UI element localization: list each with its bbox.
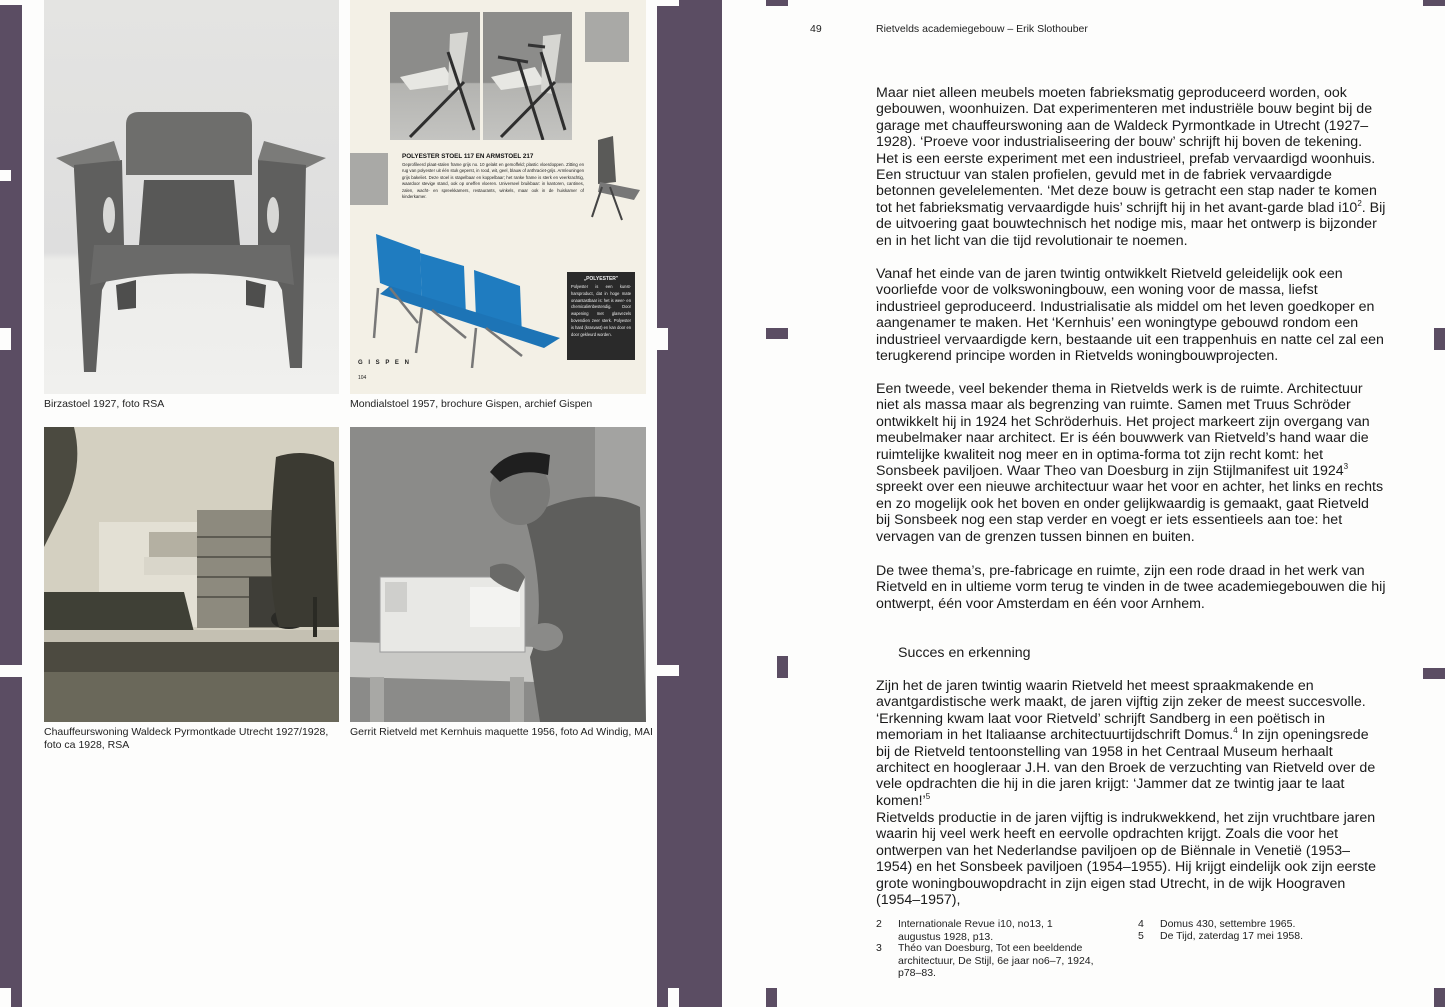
page-number: 49	[810, 23, 822, 35]
photo-rietveld-maquette	[350, 427, 646, 722]
margin-marker	[1423, 668, 1445, 679]
footnote-ref[interactable]: 2	[1357, 198, 1362, 208]
margin-marker	[1434, 328, 1445, 350]
running-title: Rietvelds academiegebouw – Erik Slothouber	[876, 23, 1088, 35]
margin-marker	[766, 988, 777, 1007]
brochure-photo-armchair	[483, 12, 572, 140]
stacked-chairs-illustration	[588, 132, 646, 222]
brochure-brand: G I S P E N	[358, 360, 411, 366]
house-illustration	[44, 427, 339, 722]
caption-chauffeurswoning: Chauffeurswoning Waldeck Pyrmontkade Utrecht 1927/1928, foto ca 1928, RSA	[44, 726, 329, 751]
paragraph-text: spreekt over een nieuwe architectuur waar het voor en achter, het links en rechts en zo mogelijk ook het boven en onder gelijkwaardig is gemaakt, gaat Rietveld bij Sonsbeek nog een stap verder en voegt er iets essentieels aan toe: het vervagen van de grenzen tussen binnen en buiten.	[876, 479, 1384, 545]
photo-birzastoel	[44, 0, 339, 394]
brochure-page-number: 104	[358, 375, 367, 381]
paragraph-text: . Bij de uitvoering gaat bouwtechnisch het nodige mis, maar het ontwerp is bijzonder en in het licht van die tijd revolutionair te noemen.	[876, 199, 1386, 249]
paragraph-text: Vanaf het einde van de jaren twintig ontwikkelt Rietveld geleidelijk ook een voorliefde voor de volkswoningbouw, een woning voor de massa, liefst industrieel geproduceerd. Industrialisatie als middel om het leven goedkoper en aangenamer te maken. Het ‘Kernhuis’ een woningtype gebouwd rondom een industrieel vervaardigde kern, bestaande uit een trappenhuis en natte cel zal een terugkerend principe worden in Rietvelds woningbouwprojecten.	[876, 266, 1384, 365]
caption-rietveld-maquette: Gerrit Rietveld met Kernhuis maquette 1956, foto Ad Windig, MAI	[350, 726, 653, 738]
body-paragraph	[876, 85, 1386, 249]
brochure-diagram-top	[585, 12, 629, 62]
left-margin-band	[0, 5, 22, 1007]
margin-notch	[0, 988, 11, 1007]
footnote	[876, 942, 1106, 982]
footnote-text: Théo van Doesburg, Tot een beeldende architectuur, De Stijl, 6e jaar no6–7, 1924, p78–83.	[898, 942, 1094, 979]
brochure-polyester-box	[567, 272, 635, 360]
footnote-ref[interactable]: 4	[1233, 726, 1238, 736]
paragraph-text: Maar niet alleen meubels moeten fabrieksmatig geproduceerd worden, ook gebouwen, woonhuizen. Dat experimenteren met industriële bouw begint bij de garage met chauffeurswoning aan de Waldeck Pyrmontkade in Utrecht (1927– 1928). ‘Proeve voor industrialiseering der bouw’ schrijft hij boven de tekening. Het is een eerste experiment met een industrieel, prefab vervaardigd woonhuis. Een structuur van stalen profielen, gevuld met in de fabriek vervaardigde betonnen gevelelementen. ‘Met deze bouw is getracht een stap nader te komen tot het fabrieksmatig vervaardigde huis’ schrijft hij in het avant-garde blad i10	[876, 85, 1377, 216]
gutter-notch	[657, 665, 679, 676]
body-paragraph	[876, 810, 1386, 908]
brochure-diagram-left	[350, 153, 388, 205]
margin-marker	[1423, 0, 1445, 6]
polyester-box-title: „POLYESTER”	[583, 276, 619, 282]
body-paragraph	[876, 563, 1386, 612]
footnote-text: Internationale Revue i10, no13, 1 augustus 1928, p13.	[898, 918, 1053, 943]
section-subheading: Succes en erkenning	[898, 645, 1031, 661]
blue-bench-illustration	[370, 228, 560, 368]
footnote-number: 2	[876, 918, 882, 930]
rietveld-illustration	[350, 427, 646, 722]
footnote-ref[interactable]: 5	[925, 791, 931, 801]
photo-chauffeurswoning	[44, 427, 339, 722]
paragraph-text: In zijn openingsrede bij de Rietveld tentoonstelling van 1958 in het Centraal Museum herhaalt architect en hoogleraar J.H. van den Broek de verzuchting van Rietveld over de vele opdrachten die hij in die jaren krijgt: ‘Jammer dat ze twintig jaar te laat komen!’	[876, 727, 1376, 809]
body-paragraph	[876, 381, 1386, 545]
gutter-notch	[668, 988, 679, 1007]
chair-illustration	[44, 0, 339, 394]
footnote-ref[interactable]: 3	[1343, 462, 1349, 472]
footnote-number: 3	[876, 942, 882, 954]
margin-notch	[0, 665, 22, 677]
footnote-text: De Tijd, zaterdag 17 mei 1958.	[1160, 930, 1304, 942]
margin-marker	[1434, 988, 1445, 1007]
gutter-band	[657, 0, 722, 1007]
polyester-box-body: Polyester is een kunst-harsproduct, dat in hoge mate onaantastbaar is: het is weer- en chemicaliënbestendig. Door wapening met glasvezels bovendien zeer sterk. Polyester is hard (krasvast) en kan door en door gekleurd worden.	[571, 284, 631, 337]
gutter-notch	[657, 0, 679, 6]
paragraph-text: Rietvelds productie in de jaren vijftig is indrukwekkend, het zijn vruchtbare jaren waarin hij veel werk heeft en eervolle opdrachten krijgt. Zoals die voor het ontwerpen van het Nederlandse paviljoen op de Biënnale in Venetië (1953–1954) en het Sonsbeek paviljoen (1954–1955). Hij krijgt eindelijk ook zijn eerste grote woningbouwopdracht in zijn eigen stad Utrecht, in de wijk Hoograven (1954–1957),	[876, 810, 1377, 909]
body-paragraph	[876, 678, 1386, 809]
margin-marker	[766, 0, 788, 6]
paragraph-text: Een tweede, veel bekender thema in Rietvelds werk is de ruimte. Architectuur niet als massa maar als begrenzing van ruimte. Samen met Truus Schröder ontwikkelt hij in 1924 het Schröderhuis. Het project markeert zijn overgang van meubelmaker naar architect. Er is één bouwwerk van Rietveld’s hand waar die ruimtelijke kwaliteit nog meer en in optima-forma tot zijn recht komt: het Sonsbeek paviljoen. Waar Theo van Doesburg in zijn Stijlmanifest uit 1924	[876, 381, 1370, 480]
paragraph-text: De twee thema’s, pre-fabricage en ruimte, zijn een rode draad in het werk van Rietveld en in ultieme vorm terug te vinden in de twee academiegebouwen die hij ontwerpt, één voor Amsterdam en één voor Arnhem.	[876, 563, 1386, 612]
brochure-body: Geprofileerd plaat-stalen frame grijs no. 10 gelakt en gemoffeld; plastic vloerdoppen. Zitting en rug van polyester uit één stuk geperst, in rood, wit, geel, blauw of anthraciet-grijs. Armleuningen grijs bakeliet. Deze stoel is stapelbaar en koppelbaar; het ranke frame is sterk en veerkrachtig, waardoor stevige stand, ook op oneffen vloeren. Universeel bruikbaar: in kantoren, cantines, zalen, wacht- en spreekkamers, restaurants, winkels, maar ook in de huiskamer of kinderkamer.	[402, 162, 584, 200]
brochure-heading: POLYESTER STOEL 117 EN ARMSTOEL 217	[402, 153, 534, 160]
footnote	[1138, 930, 1368, 944]
body-paragraph	[876, 266, 1386, 364]
margin-marker	[777, 656, 788, 678]
margin-notch	[0, 328, 11, 350]
footnote-text: Domus 430, settembre 1965.	[1160, 918, 1296, 930]
caption-mondialstoel: Mondialstoel 1957, brochure Gispen, archief Gispen	[350, 398, 593, 410]
caption-birzastoel: Birzastoel 1927, foto RSA	[44, 398, 165, 410]
margin-marker	[766, 328, 788, 339]
margin-notch	[0, 170, 11, 181]
paragraph-text: Zijn het de jaren twintig waarin Rietveld het meest spraakmakende en avantgardistische werk maakt, de jaren vijftig zijn zeker de meest succesvolle. ‘Erkenning kwam laat voor Rietveld’ schrijft Sandberg in een poëtisch in memoriam in het Italiaanse architectuurtijdschrift Domus.	[876, 678, 1366, 744]
footnote-number: 4	[1138, 918, 1144, 930]
chair-117-illustration	[390, 12, 480, 140]
brochure-photo-chair	[390, 12, 480, 140]
footnote-number: 5	[1138, 930, 1144, 942]
photo-gispen-brochure	[350, 0, 646, 394]
gutter-notch	[657, 328, 668, 350]
armchair-217-illustration	[483, 12, 572, 140]
